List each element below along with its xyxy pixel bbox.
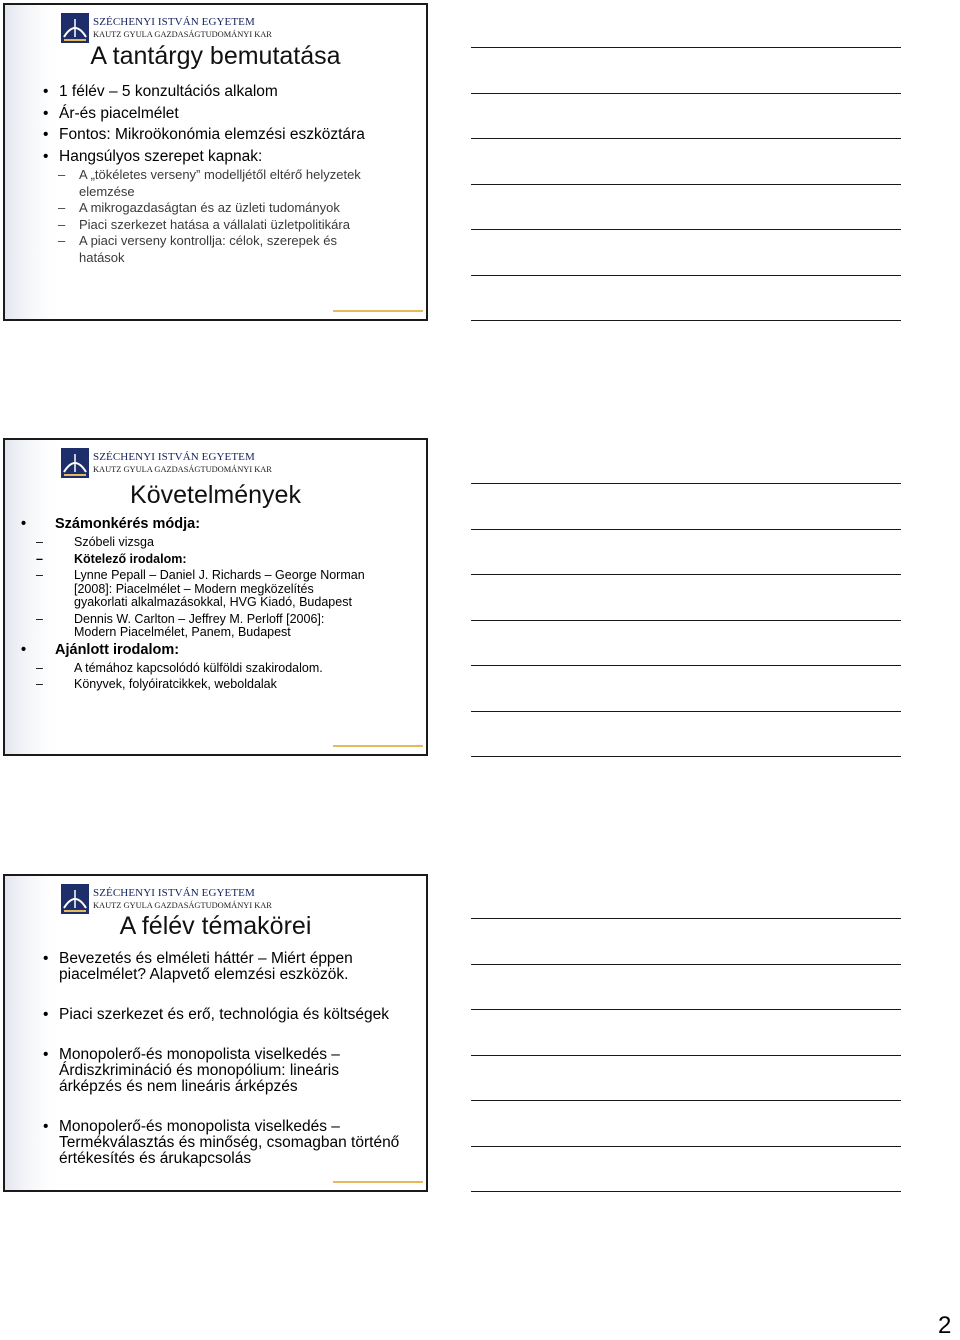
note-line [471, 665, 901, 666]
slide-content [27, 81, 420, 266]
note-line [471, 1055, 901, 1056]
university-logo-icon [61, 448, 89, 478]
slide-1 [3, 3, 428, 321]
sub-list-item: – Piaci szerkezet hatása a vállalati üzletpolitikára [27, 217, 420, 234]
footer-accent-line [333, 745, 423, 747]
sub-list-item: – A piaci verseny kontrollja: célok, szerepek és hatások [27, 233, 420, 266]
sub-list-item: – A témához kapcsolódó külföldi szakirodalom. [5, 660, 420, 677]
note-line [471, 620, 901, 621]
note-line [471, 711, 901, 712]
sub-list-item: – Dennis W. Carlton – Jeffrey M. Perloff [2006]: Modern Piacelmélet, Panem, Budapest [5, 611, 420, 641]
sub-list-item: – Lynne Pepall – Daniel J. Richards – George Norman [2008]: Piacelmélet – Modern megközelítés gyakorlati alkalmazásokkal, HVG Kiadó, Budapest [5, 567, 420, 611]
sub-list-item: – Könyvek, folyóiratcikkek, weboldalak [5, 676, 420, 693]
list-item: • Számonkérés módja: [5, 515, 420, 534]
footer-accent-line [333, 1181, 423, 1183]
note-line [471, 918, 901, 919]
note-line [471, 138, 901, 139]
sub-list-item: – A mikrogazdaságtan és az üzleti tudományok [27, 200, 420, 217]
note-line [471, 1146, 901, 1147]
list-item: • Ár-és piacelmélet [27, 103, 420, 125]
slide-title: A félév témakörei [119, 912, 312, 940]
note-line [471, 964, 901, 965]
page-number: 2 [938, 1312, 952, 1339]
list-item: • Fontos: Mikroökonómia elemzési eszköztára [27, 124, 420, 146]
note-line [471, 93, 901, 94]
faculty-name: KAUTZ GYULA GAZDASÁGTUDOMÁNYI KAR [93, 30, 272, 39]
note-line [471, 483, 901, 484]
slide-3 [3, 874, 428, 1192]
faculty-name: KAUTZ GYULA GAZDASÁGTUDOMÁNYI KAR [93, 465, 272, 474]
note-line [471, 275, 901, 276]
university-logo-icon [61, 884, 89, 914]
slide-2 [3, 438, 428, 756]
sub-list-item: – Kötelező irodalom: [5, 551, 420, 568]
slide-content [27, 951, 420, 1167]
university-logo-icon [61, 13, 89, 43]
sub-list-item: – A „tökéletes verseny” modelljétől eltérő helyzetek elemzése [27, 167, 420, 200]
list-item: • Bevezetés és elméleti háttér – Miért éppen piacelmélet? Alapvető elemzési eszközök. [27, 951, 420, 983]
list-item: • Piaci szerkezet és erő, technológia és költségek [27, 1007, 420, 1023]
slide-content [5, 515, 420, 693]
university-name: SZÉCHENYI ISTVÁN EGYETEM [93, 16, 255, 28]
university-name: SZÉCHENYI ISTVÁN EGYETEM [93, 451, 255, 463]
note-line [471, 529, 901, 530]
list-item: • Hangsúlyos szerepet kapnak: [27, 146, 420, 168]
list-item: • 1 félév – 5 konzultációs alkalom [27, 81, 420, 103]
note-line [471, 47, 901, 48]
note-line [471, 184, 901, 185]
list-item: • Monopolerő-és monopolista viselkedés – Árdiszkrimináció és monopólium: lineáris árképzés és nem lineáris árképzés [27, 1047, 420, 1095]
faculty-name: KAUTZ GYULA GAZDASÁGTUDOMÁNYI KAR [93, 901, 272, 910]
note-line [471, 320, 901, 321]
university-name: SZÉCHENYI ISTVÁN EGYETEM [93, 887, 255, 899]
footer-accent-line [333, 310, 423, 312]
note-line [471, 574, 901, 575]
note-line [471, 756, 901, 757]
note-line [471, 1191, 901, 1192]
note-line [471, 1100, 901, 1101]
sub-list-item: – Szóbeli vizsga [5, 534, 420, 551]
slide-title: A tantárgy bemutatása [90, 42, 341, 70]
slide-title: Követelmények [130, 481, 301, 509]
list-item: • Monopolerő-és monopolista viselkedés – Termékválasztás és minőség, csomagban történő értékesítés és árukapcsolás [27, 1119, 420, 1167]
note-line [471, 229, 901, 230]
note-line [471, 1009, 901, 1010]
list-item: • Ajánlott irodalom: [5, 641, 420, 660]
